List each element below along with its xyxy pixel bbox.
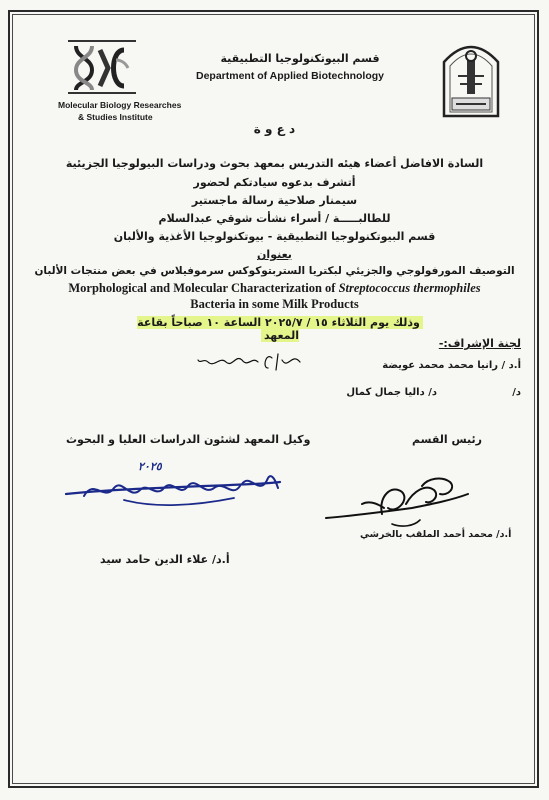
thesis-label: بعنوان — [257, 248, 292, 261]
invitation-line2: أتشرف بدعوه سيادتكم لحضور — [193, 176, 356, 189]
department-title-ar: قسم البيوتكنولوجيا التطبيقية — [220, 52, 380, 65]
university-logo — [440, 36, 502, 118]
vice-dean-title: وكيل المعهد لشئون الدراسات العليا و البحوث — [66, 433, 311, 446]
department-title-en: Department of Applied Biotechnology — [195, 70, 385, 82]
vice-dean-signature — [64, 468, 284, 518]
committee-heading: لجنة الإشراف:- — [438, 337, 521, 350]
invitation-line3: سيمنار صلاحية رسالة ماجستير — [191, 194, 358, 207]
thesis-title-en-part1: Morphological and Molecular Characterization of — [68, 281, 339, 295]
date-time-line — [120, 316, 440, 342]
thesis-title-en-line2: Bacteria in some Milk Products — [190, 297, 359, 311]
student-department: قسم البيوتكنولوجيا التطبيقية - بيوتكنولوجيا الأغذية والألبان — [113, 230, 436, 243]
committee-member2: د/ داليا جمال كمال — [346, 387, 437, 398]
department-head-title: رئيس القسم — [412, 433, 482, 446]
invitation-line1: السادة الافاضل أعضاء هيئه التدريس بمعهد بحوث ودراسات البيولوجيا الجزيئية — [65, 157, 484, 170]
institute-logo — [62, 38, 142, 96]
dna-logo-icon — [62, 38, 142, 96]
department-head-signature — [322, 474, 472, 534]
thesis-title-en — [20, 281, 529, 296]
vice-dean-name: أ.د/ علاء الدين حامد سيد — [100, 553, 230, 566]
date-time-text: وذلك يوم الثلاثاء ١٥ / ٢٠٢٥/٧ الساعة ١٠ صباحاً بقاعة المعهد — [137, 316, 423, 342]
vice-dean-date-scribble: ٢٠٢٥ — [138, 460, 162, 473]
logo-caption-line1: Molecular Biology Researches — [58, 100, 182, 110]
thesis-title-ar: التوصيف المورفولوجي والجزيئي لبكتريا الستربتوكوكس سرموفيلاس في بعض منتجات الألبان — [34, 265, 515, 277]
logo-caption-line2: & Studies Institute — [78, 112, 153, 122]
invitation-title: د ع و ة — [253, 122, 296, 136]
vice-dean-signature-icon — [64, 468, 284, 518]
committee-member2-prefix: د/ — [512, 387, 521, 398]
student-name: للطالبـــــة / أسراء نشأت شوقي عبدالسلام — [158, 212, 391, 225]
department-head-signature-icon — [322, 474, 472, 534]
committee-member1: أ.د / رانيا محمد محمد عويضة — [382, 360, 521, 371]
university-emblem-icon — [440, 36, 502, 118]
thesis-title-en-species: Streptococcus thermophiles — [338, 281, 481, 295]
department-head-name: أ.د/ محمد أحمد الملقب بالخرشي — [360, 529, 512, 540]
